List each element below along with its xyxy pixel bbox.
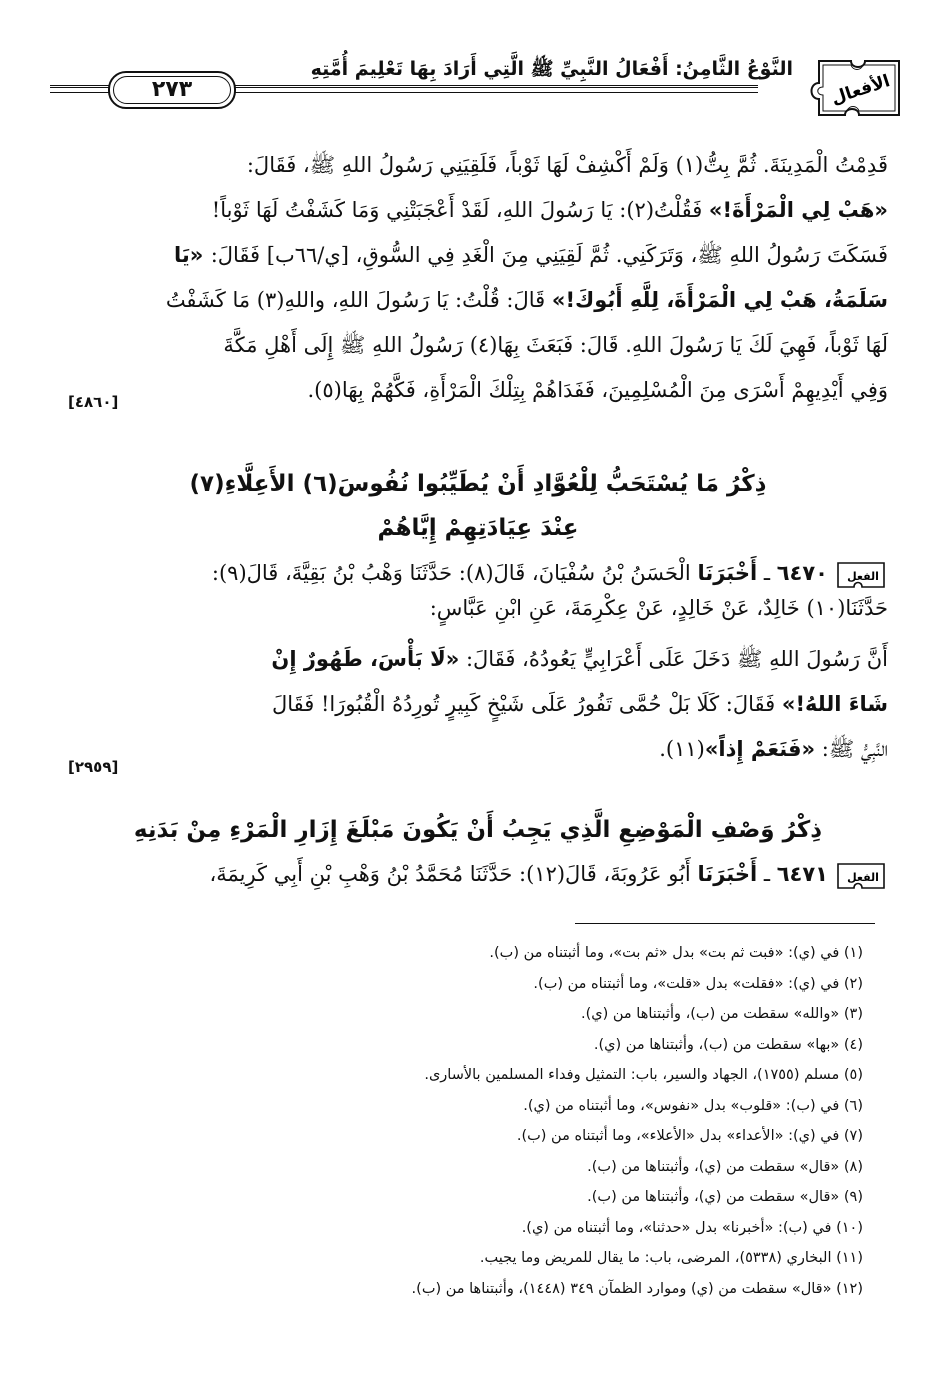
footnote: (١٠) في (ب): «أخبرنا» بدل «حدثنا»، وما أثبتناه من (ي). [521,1219,863,1236]
footnotes [73,938,863,1304]
hadith-6471 [68,852,888,897]
footnote: (١١) البخاري (٥٣٣٨)، المرضى، باب: ما يقال للمريض وما يجيب. [479,1250,863,1266]
heading-line: ذِكْرُ مَا يُسْتَحَبُّ لِلْعُوَّادِ أَنْ يُطَيِّبُوا نُفُوسَ(٦) الأَعِلَّاءِ(٧) [189,471,767,497]
svg-text:الفعل: الفعل [847,569,879,583]
paragraph-1 [68,143,888,413]
running-title: النَّوْعُ الثَّامِنُ: أَفْعَالُ النَّبِيِّ ﷺ الَّتِي أَرَادَ بِهَا تَعْلِيمَ أُمَّتِهِ [310,58,793,80]
hadith-ref: [٢٩٥٩] [68,758,119,776]
footnote: (١) في (ي): «فبت ثم بت» بدل «ثم بت»، وما أثبتناه من (ب). [489,945,863,961]
badge-label: الأفعال [828,71,893,109]
text-line: فَسَكَتَ رَسُولُ اللهِ ﷺ، وَتَرَكَنِي. ثُمَّ لَقِيَنِي مِنَ الْغَدِ فِي السُّوقِ، [ي/٦٦ب] فَقَالَ: «يَا [174,243,888,267]
hadith-6470 [68,551,888,772]
text-line: قَدِمْتُ الْمَدِينَةَ. ثُمَّ بِتُّ(١) وَلَمْ أَكْشِفْ لَهَا ثَوْباً، فَلَقِيَنِي رَسُولُ اللهِ ﷺ، فَقَالَ: [246,153,888,177]
footnote: (٢) في (ي): «فقلت» بدل «قلت»، وما أثبتناه من (ب). [533,975,863,992]
text-line: «هَبْ لِي الْمَرْأَةَ!» فَقُلْتُ(٢): يَا رَسُولَ اللهِ، لَقَدْ أَعْجَبَتْنِي وَمَا كَشَفْتُ لَهَا ثَوْباً! [211,198,888,222]
footnote: (٥) مسلم (١٧٥٥)، الجهاد والسير، باب: التمثيل وفداء المسلمين بالأسارى. [424,1067,863,1083]
text-line: سَلَمَةُ، هَبْ لِي الْمَرْأَةَ، لِلَّهِ أَبُوكَ!» قَالَ: قُلْتُ: يَا رَسُولَ اللهِ، واللهِ(٣) مَا كَشَفْتُ [165,288,888,312]
svg-text:الفعل: الفعل [847,870,879,884]
page-number: ٢٧٣ [108,71,236,109]
text-line: أَنَّ رَسُولَ اللهِ ﷺ دَخَلَ عَلَى أَعْرَابِيٍّ يَعُودُهُ، فَقَالَ: «لَا بَأْسَ، طَهُورٌ إِنْ [271,647,888,671]
section-heading: ذِكْرُ وَصْفِ الْمَوْضِعِ الَّذِي يَجِبُ أَنْ يَكُونَ مَبْلَغَ إِزَارِ الْمَرْءِ مِنْ بَدَنِهِ [133,817,823,843]
footnote: (٣) «والله» سقطت من (ب)، وأثبتناها من (ي). [581,1006,863,1022]
footnote-rule [575,923,875,924]
text-line: الفعل ٦٤٧٠ ـ أَخْبَرَنَا الْحَسَنُ بْنُ سُفْيَانَ، قَالَ(٨): حَدَّثَنَا وَهْبُ بْنُ بَقِيَّةَ، قَالَ(٩): [68,551,888,596]
footnote: (٤) «بها» سقطت من (ب)، وأثبتناها من (ي). [593,1036,863,1053]
hadith-number: ٦٤٧١ [776,862,828,886]
footnote: (١٢) «قال» سقطت من (ي) وموارد الظمآن ٣٤٩ (١٤٤٨)، وأثبتناها من (ب). [411,1280,863,1297]
footnote: (٧) في (ي): «الأعداء» بدل «الأعلاء»، وما أثبتناه من (ب). [516,1128,863,1144]
hadith-badge-icon [834,860,888,892]
text-line: وَفِي أَيْدِيهِمْ أَسْرَى مِنَ الْمُسْلِمِينَ، فَفَدَاهُمْ بِتِلْكَ الْمَرْأَةِ، فَكَّهُمْ بِهَا(٥). [307,378,888,402]
hadith-number: ٦٤٧٠ [776,561,828,585]
section-heading [68,462,888,550]
page-header [50,45,905,135]
text-line: الفعل ٦٤٧١ ـ أَخْبَرَنَا أَبُو عَرُوبَةَ، قَالَ(١٢): حَدَّثَنَا مُحَمَّدُ بْنُ وَهْبِ بْنِ أَبِي كَرِيمَةَ، [68,852,888,897]
footnote: (٩) «قال» سقطت من (ي)، وأثبتناها من (ب). [587,1189,863,1205]
hadith-badge-icon [834,559,888,591]
text-line: شَاءَ اللهُ!» فَقَالَ: كَلَا بَلْ حُمَّى تَفُورُ عَلَى شَيْخٍ كَبِيرٍ تُورِدُهُ الْقُبُورَا! فَقَالَ [271,692,888,716]
footnote: (٨) «قال» سقطت من (ي)، وأثبتناها من (ب). [587,1158,863,1175]
puzzle-badge-icon [805,53,905,123]
footnote: (٦) في (ب): «قلوب» بدل «نفوس»، وما أثبتناه من (ي). [523,1097,863,1114]
heading-line: عِنْدَ عِيَادَتِهِمْ إِيَّاهُمْ [377,515,579,541]
text-line: حَدَّثَنَا(١٠) خَالِدٌ، عَنْ خَالِدٍ، عَنْ عِكْرِمَةَ، عَنِ ابْنِ عَبَّاسٍ: [429,596,888,620]
text-line: لَهَا ثَوْباً، فَهِيَ لَكَ يَا رَسُولَ اللهِ. قَالَ: فَبَعَثَ بِهَا(٤) رَسُولُ اللهِ ﷺ إِلَى أَهْلِ مَكَّةَ [223,333,888,357]
text-line: النَّبِيُّ ﷺ: «فَنَعَمْ إِذاً»(١١). [659,737,888,761]
hadith-ref: [٤٨٦٠] [68,393,119,411]
